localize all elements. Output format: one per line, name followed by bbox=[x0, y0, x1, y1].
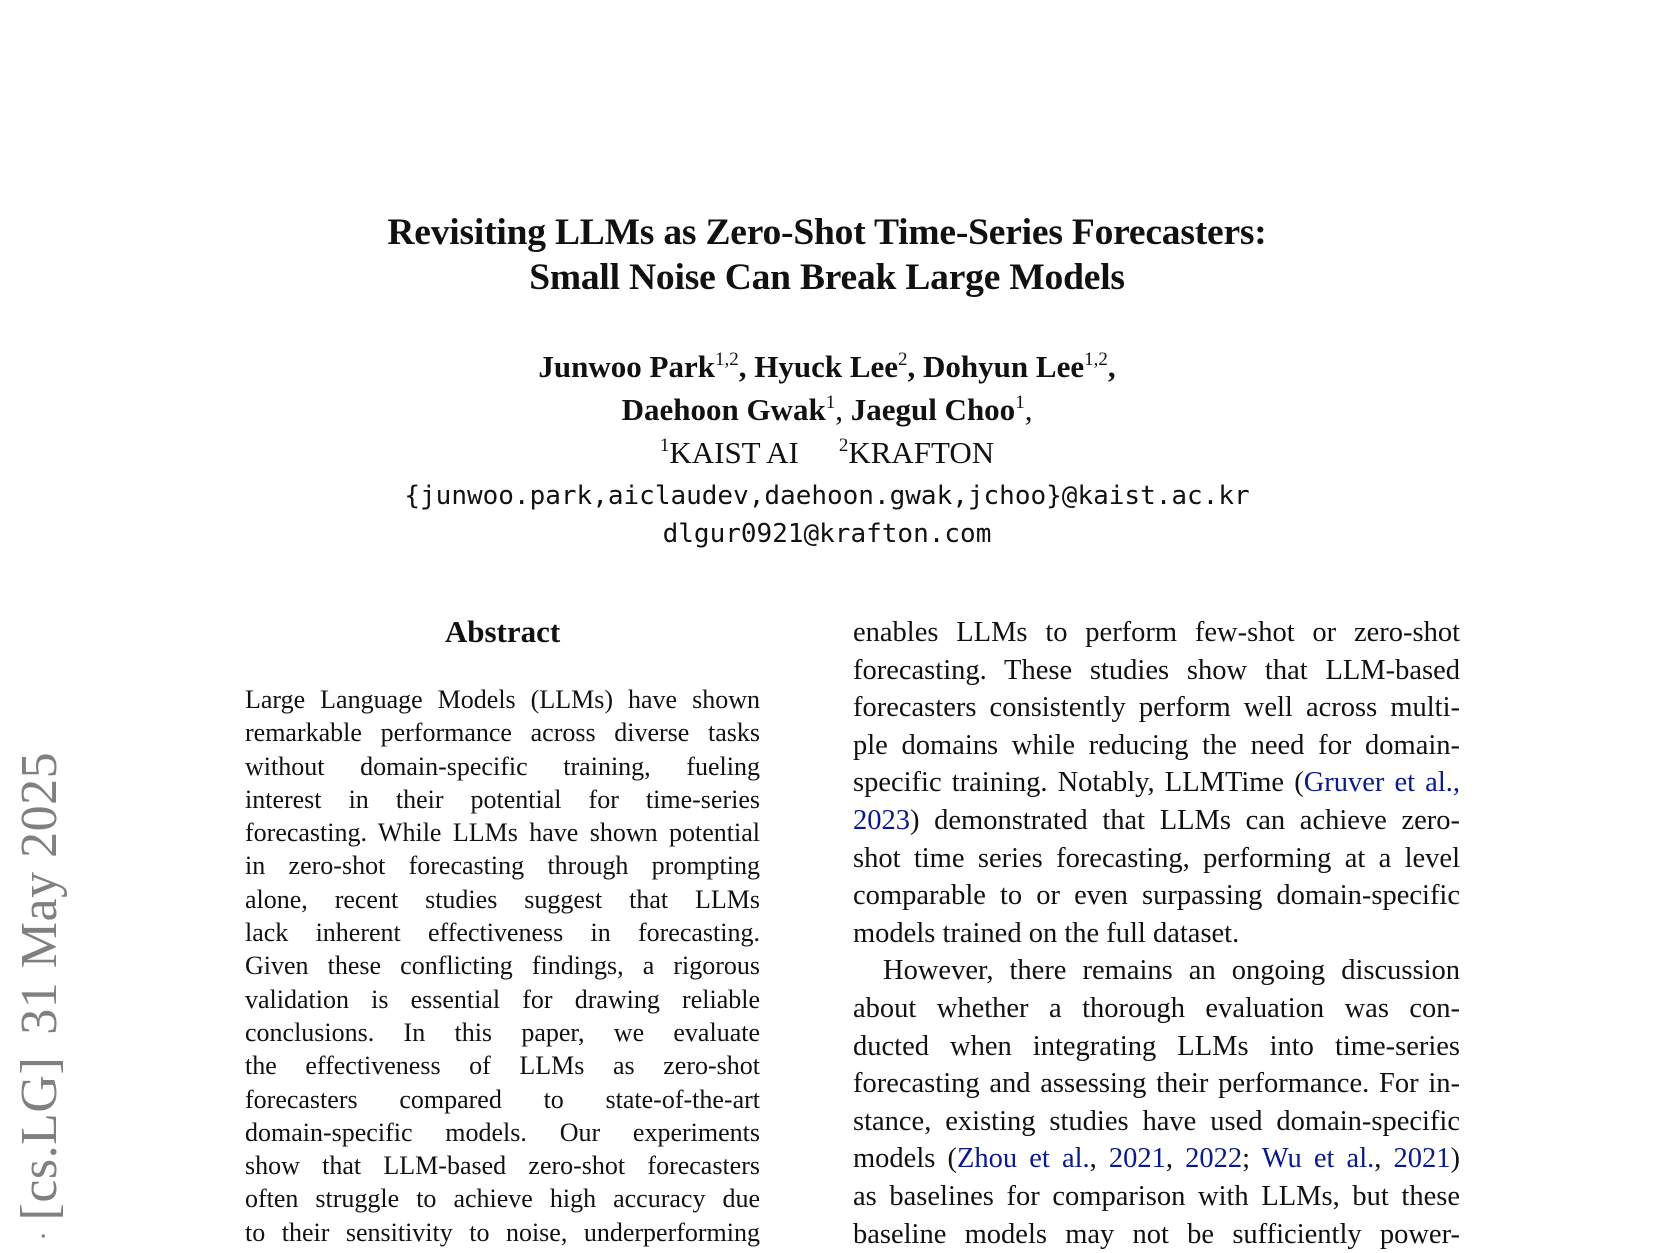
intro-line bbox=[853, 764, 1460, 802]
abstract-line: in zero-shot forecasting through prompting bbox=[245, 849, 760, 882]
author-affil-mark: 2 bbox=[898, 349, 908, 370]
separator: , bbox=[1090, 1143, 1109, 1174]
abstract-line: forecasting. While LLMs have shown potential bbox=[245, 816, 760, 849]
abstract-line: to their sensitivity to noise, underperforming bbox=[245, 1216, 760, 1249]
affiliation-name: KAIST AI bbox=[669, 435, 798, 470]
intro-line: baseline models may not be sufficiently power- bbox=[853, 1216, 1460, 1253]
abstract-line: conclusions. In this paper, we evaluate bbox=[245, 1016, 760, 1049]
title-block bbox=[0, 210, 1654, 300]
intro-line: about whether a thorough evaluation was con- bbox=[853, 990, 1460, 1028]
separator: , bbox=[1166, 1143, 1185, 1174]
citation-link-zhou-2021[interactable]: 2021 bbox=[1109, 1143, 1166, 1174]
separator: ; bbox=[1242, 1143, 1262, 1174]
intro-line: ducted when integrating LLMs into time-series bbox=[853, 1028, 1460, 1066]
separator: ) bbox=[1451, 1143, 1461, 1174]
abstract-body bbox=[245, 683, 760, 1249]
intro-text: models ( bbox=[853, 1143, 957, 1174]
intro-line bbox=[853, 1140, 1460, 1178]
intro-line: ple domains while reducing the need for domain- bbox=[853, 727, 1460, 765]
email-line-1: {junwoo.park,aiclaudev,daehoon.gwak,jchoo}@kaist.ac.kr bbox=[0, 477, 1654, 515]
intro-line: comparable to or even surpassing domain-specific bbox=[853, 877, 1460, 915]
author-affil-mark: 1 bbox=[1015, 392, 1025, 413]
abstract-line: validation is essential for drawing reliable bbox=[245, 983, 760, 1016]
intro-line bbox=[853, 802, 1460, 840]
affil-mark: 2 bbox=[839, 435, 849, 456]
author-name: Dohyun Lee bbox=[923, 349, 1084, 384]
arxiv-date: 31 May 2025 bbox=[11, 752, 68, 1035]
title-line-1: Revisiting LLMs as Zero-Shot Time-Series Forecasters: bbox=[387, 212, 1266, 253]
abstract-line: interest in their potential for time-series bbox=[245, 783, 760, 816]
citation-link-gruver[interactable]: Gruver et al., bbox=[1304, 767, 1460, 798]
intro-line: models trained on the full dataset. bbox=[853, 915, 1460, 953]
separator: , bbox=[1374, 1143, 1393, 1174]
abstract-line: without domain-specific training, fueling bbox=[245, 750, 760, 783]
citation-link-gruver-year[interactable]: 2023 bbox=[853, 805, 910, 836]
author-separator: , bbox=[1108, 349, 1116, 384]
author-affil-mark: 1,2 bbox=[1084, 349, 1108, 370]
citation-link-wu-2021[interactable]: 2021 bbox=[1394, 1143, 1451, 1174]
paper-title bbox=[0, 210, 1654, 300]
author-affil-mark: 1,2 bbox=[715, 349, 739, 370]
abstract-line: lack inherent effectiveness in forecasting. bbox=[245, 916, 760, 949]
abstract-line: alone, recent studies suggest that LLMs bbox=[245, 883, 760, 916]
intro-text: specific training. Notably, LLMTime ( bbox=[853, 767, 1304, 798]
abstract-line: Given these conflicting findings, a rigorous bbox=[245, 949, 760, 982]
author-block bbox=[0, 348, 1654, 553]
intro-line: forecasting and assessing their performance. For in- bbox=[853, 1065, 1460, 1103]
arxiv-category: [cs.LG] bbox=[11, 1057, 68, 1221]
affiliation-name: KRAFTON bbox=[848, 435, 994, 470]
author-name: Hyuck Lee bbox=[754, 349, 898, 384]
title-line-2: Small Noise Can Break Large Models bbox=[529, 257, 1125, 298]
author-separator: , bbox=[835, 392, 851, 427]
arxiv-sidebar-stamp bbox=[14, 752, 94, 1241]
intro-body bbox=[853, 614, 1460, 1253]
author-line-2 bbox=[0, 391, 1654, 434]
abstract-line: Large Language Models (LLMs) have shown bbox=[245, 683, 760, 716]
author-separator: , bbox=[908, 349, 924, 384]
author-name: Daehoon Gwak bbox=[622, 392, 826, 427]
author-name: Jaegul Choo bbox=[851, 392, 1016, 427]
abstract-line: forecasters compared to state-of-the-art bbox=[245, 1083, 760, 1116]
author-line-1 bbox=[0, 348, 1654, 391]
intro-line: forecasters consistently perform well across multi- bbox=[853, 689, 1460, 727]
intro-paragraph-start: However, there remains an ongoing discussion bbox=[853, 952, 1460, 990]
citation-link-zhou-2022[interactable]: 2022 bbox=[1185, 1143, 1242, 1174]
abstract-line: show that LLM-based zero-shot forecasters bbox=[245, 1149, 760, 1182]
affiliations bbox=[0, 434, 1654, 477]
intro-text: ) demonstrated that LLMs can achieve zero- bbox=[910, 805, 1460, 836]
intro-line: forecasting. These studies show that LLM-based bbox=[853, 652, 1460, 690]
author-name: Junwoo Park bbox=[538, 349, 715, 384]
citation-link-wu[interactable]: Wu et al. bbox=[1262, 1143, 1375, 1174]
abstract-line: the effectiveness of LLMs as zero-shot bbox=[245, 1049, 760, 1082]
author-separator: , bbox=[1025, 392, 1033, 427]
abstract-line: domain-specific models. Our experiments bbox=[245, 1116, 760, 1149]
intro-line: as baselines for comparison with LLMs, but these bbox=[853, 1178, 1460, 1216]
author-affil-mark: 1 bbox=[826, 392, 836, 413]
tick-mark: · bbox=[29, 1231, 59, 1242]
email-line-2: dlgur0921@krafton.com bbox=[0, 515, 1654, 553]
abstract-heading: Abstract bbox=[245, 614, 760, 650]
intro-line: enables LLMs to perform few-shot or zero-shot bbox=[853, 614, 1460, 652]
author-separator: , bbox=[739, 349, 755, 384]
intro-line: shot time series forecasting, performing at a level bbox=[853, 840, 1460, 878]
abstract-line: remarkable performance across diverse tasks bbox=[245, 716, 760, 749]
abstract-line: often struggle to achieve high accuracy due bbox=[245, 1182, 760, 1215]
citation-link-zhou[interactable]: Zhou et al. bbox=[957, 1143, 1090, 1174]
affil-mark: 1 bbox=[660, 435, 670, 456]
intro-line: stance, existing studies have used domain-specific bbox=[853, 1103, 1460, 1141]
